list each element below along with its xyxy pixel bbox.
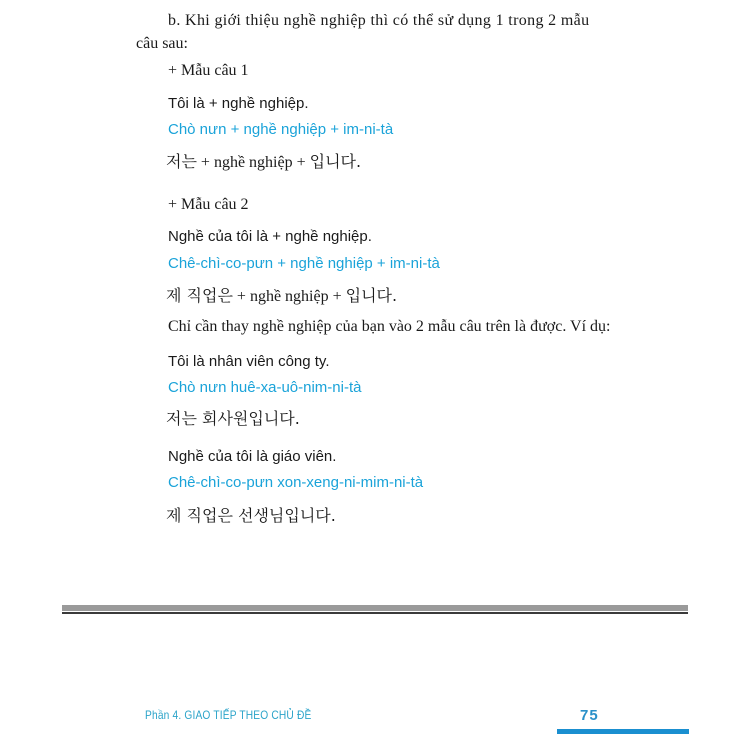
instruction-text: Chỉ cần thay nghề nghiệp của bạn vào 2 mẫu câu trên là được. Ví dụ: xyxy=(168,318,611,335)
pattern1-heading: + Mẫu câu 1 xyxy=(168,62,249,79)
page-number: 75 xyxy=(580,707,599,724)
pattern1-korean-end: 입니다. xyxy=(309,152,362,171)
example2-romanization: Chê-chì-co-pưn xon-xeng-ni-mim-ni-tà xyxy=(168,474,424,491)
example1-korean: 저는 회사원입니다. xyxy=(166,409,300,428)
pattern1-korean-middle: + nghề nghiệp + xyxy=(196,154,310,171)
intro-text-line1: b. Khi giới thiệu nghề nghiệp thì có thể sử dụng 1 trong 2 mẫu xyxy=(168,12,590,29)
pattern1-vietnamese: Tôi là + nghề nghiệp. xyxy=(168,95,309,112)
pattern1-romanization: Chò nưn + nghề nghiệp + im-ni-tà xyxy=(168,121,394,138)
example2-korean: 제 직업은 선생님입니다. xyxy=(166,506,336,525)
footer-divider-thin xyxy=(62,612,688,614)
pattern2-korean-middle: + nghề nghiệp + xyxy=(232,288,346,305)
pattern2-korean-start: 제 직업은 xyxy=(166,286,233,305)
example2-vietnamese: Nghề của tôi là giáo viên. xyxy=(168,448,337,465)
pattern2-vietnamese: Nghề của tôi là + nghề nghiệp. xyxy=(168,228,372,245)
pattern2-korean xyxy=(166,283,397,306)
page-number-underline xyxy=(557,729,689,734)
pattern2-korean-end: 입니다. xyxy=(345,286,398,305)
pattern1-korean-start: 저는 xyxy=(166,152,197,171)
footer-section-title: Phần 4. GIAO TIẾP THEO CHỦ ĐỀ xyxy=(145,708,312,722)
footer-divider-thick xyxy=(62,605,688,611)
pattern2-romanization: Chê-chì-co-pưn + nghề nghiệp + im-ni-tà xyxy=(168,255,440,272)
pattern2-heading: + Mẫu câu 2 xyxy=(168,196,249,213)
pattern1-korean xyxy=(166,149,361,172)
example1-vietnamese: Tôi là nhân viên công ty. xyxy=(168,353,330,370)
intro-text-line2: câu sau: xyxy=(136,35,188,52)
example1-romanization: Chò nưn huê-xa-uô-nim-ni-tà xyxy=(168,379,362,396)
